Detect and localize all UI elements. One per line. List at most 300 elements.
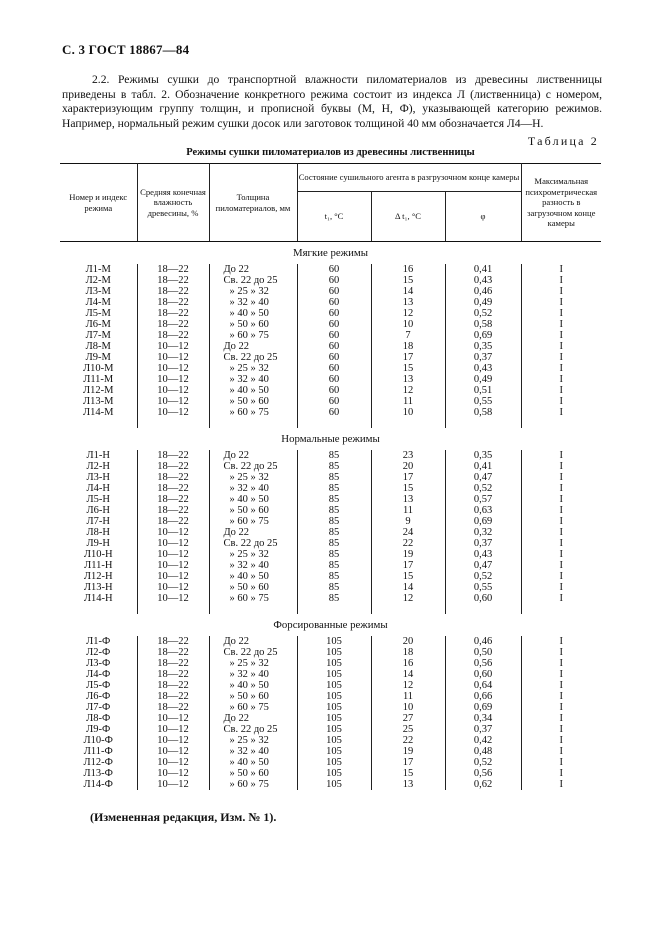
thickness-cell: » 50 » 60 bbox=[209, 505, 297, 516]
col-header-phi: φ bbox=[445, 192, 521, 242]
moisture-cell: 18—22 bbox=[137, 636, 209, 647]
t1-cell: 85 bbox=[297, 527, 371, 538]
regime-number-cell: Л2-Н bbox=[86, 461, 110, 472]
dt1-cell: 17 bbox=[371, 472, 445, 483]
t1-cell: 85 bbox=[297, 461, 371, 472]
thickness-cell: » 25 » 32 bbox=[209, 363, 297, 374]
regime-number-cell: Л1-Ф bbox=[86, 636, 111, 647]
t1-cell: 105 bbox=[297, 669, 371, 680]
t1-cell: 60 bbox=[297, 396, 371, 407]
moisture-cell: 18—22 bbox=[137, 330, 209, 341]
max-diff-cell: I bbox=[521, 319, 601, 330]
phi-cell: 0,35 bbox=[445, 450, 521, 461]
dt1-cell: 20 bbox=[371, 636, 445, 647]
t1-cell: 85 bbox=[297, 560, 371, 571]
phi-cell: 0,52 bbox=[445, 571, 521, 582]
max-diff-cell: I bbox=[521, 275, 601, 286]
phi-cell: 0,64 bbox=[445, 680, 521, 691]
table-row bbox=[60, 538, 601, 549]
t1-cell: 60 bbox=[297, 297, 371, 308]
regime-number-cell: Л14-Н bbox=[83, 593, 113, 604]
regime-number-cell: Л8-Н bbox=[86, 527, 110, 538]
max-diff-cell: I bbox=[521, 713, 601, 724]
section-header bbox=[60, 614, 601, 636]
table-row bbox=[60, 713, 601, 724]
table-row bbox=[60, 636, 601, 647]
table-row bbox=[60, 385, 601, 396]
moisture-cell: 10—12 bbox=[137, 560, 209, 571]
moisture-cell: 18—22 bbox=[137, 472, 209, 483]
phi-cell: 0,69 bbox=[445, 516, 521, 527]
regime-number-cell: Л4-Н bbox=[86, 483, 110, 494]
thickness-cell: До 22 bbox=[209, 713, 297, 724]
col-header-agent-state: Состояние сушильного агента в разгрузочном конце камеры bbox=[297, 164, 521, 192]
table-row bbox=[60, 494, 601, 505]
max-diff-cell: I bbox=[521, 483, 601, 494]
thickness-cell: До 22 bbox=[209, 450, 297, 461]
table-row bbox=[60, 308, 601, 319]
phi-cell: 0,60 bbox=[445, 669, 521, 680]
dt1-cell: 12 bbox=[371, 308, 445, 319]
moisture-cell: 10—12 bbox=[137, 527, 209, 538]
moisture-cell: 18—22 bbox=[137, 647, 209, 658]
t1-cell: 85 bbox=[297, 571, 371, 582]
t1-cell: 85 bbox=[297, 538, 371, 549]
regime-number-cell: Л10-М bbox=[83, 363, 114, 374]
thickness-cell: » 25 » 32 bbox=[209, 658, 297, 669]
regime-number-cell: Л6-Н bbox=[86, 505, 110, 516]
dt1-cell: 15 bbox=[371, 275, 445, 286]
regime-number-cell: Л7-Н bbox=[86, 516, 110, 527]
dt1-cell: 27 bbox=[371, 713, 445, 724]
max-diff-cell: I bbox=[521, 407, 601, 418]
max-diff-cell: I bbox=[521, 363, 601, 374]
regime-number-cell: Л12-Н bbox=[83, 571, 113, 582]
moisture-cell: 18—22 bbox=[137, 461, 209, 472]
regime-number-cell: Л5-М bbox=[85, 308, 111, 319]
t1-cell: 60 bbox=[297, 352, 371, 363]
max-diff-cell: I bbox=[521, 516, 601, 527]
moisture-cell: 18—22 bbox=[137, 450, 209, 461]
col-header-thickness: Толщина пиломатериалов, мм bbox=[209, 164, 297, 242]
thickness-cell: » 40 » 50 bbox=[209, 680, 297, 691]
regime-number-cell: Л14-Ф bbox=[83, 779, 113, 790]
moisture-cell: 10—12 bbox=[137, 538, 209, 549]
phi-cell: 0,47 bbox=[445, 472, 521, 483]
moisture-cell: 18—22 bbox=[137, 516, 209, 527]
phi-cell: 0,37 bbox=[445, 724, 521, 735]
phi-cell: 0,55 bbox=[445, 582, 521, 593]
phi-cell: 0,48 bbox=[445, 746, 521, 757]
moisture-cell: 18—22 bbox=[137, 658, 209, 669]
max-diff-cell: I bbox=[521, 527, 601, 538]
regime-number-cell: Л4-Ф bbox=[86, 669, 111, 680]
regime-number-cell: Л1-М bbox=[85, 264, 111, 275]
thickness-cell: » 25 » 32 bbox=[209, 549, 297, 560]
dt1-cell: 19 bbox=[371, 746, 445, 757]
max-diff-cell: I bbox=[521, 757, 601, 768]
thickness-cell: » 40 » 50 bbox=[209, 385, 297, 396]
max-diff-cell: I bbox=[521, 702, 601, 713]
t1-cell: 105 bbox=[297, 757, 371, 768]
t1-cell: 105 bbox=[297, 636, 371, 647]
thickness-cell: Св. 22 до 25 bbox=[209, 724, 297, 735]
table-row bbox=[60, 647, 601, 658]
t1-cell: 105 bbox=[297, 702, 371, 713]
moisture-cell: 10—12 bbox=[137, 746, 209, 757]
table-row bbox=[60, 374, 601, 385]
dt1-cell: 10 bbox=[371, 702, 445, 713]
regime-number-cell: Л3-Н bbox=[86, 472, 110, 483]
moisture-cell: 18—22 bbox=[137, 494, 209, 505]
thickness-cell: » 32 » 40 bbox=[209, 746, 297, 757]
phi-cell: 0,62 bbox=[445, 779, 521, 790]
max-diff-cell: I bbox=[521, 538, 601, 549]
table-row bbox=[60, 516, 601, 527]
dt1-cell: 25 bbox=[371, 724, 445, 735]
regime-number-cell: Л13-М bbox=[83, 396, 114, 407]
moisture-cell: 10—12 bbox=[137, 396, 209, 407]
col-header-moisture: Средняя конечная влажность древесины, % bbox=[137, 164, 209, 242]
table-row bbox=[60, 330, 601, 341]
max-diff-cell: I bbox=[521, 297, 601, 308]
thickness-cell: » 40 » 50 bbox=[209, 308, 297, 319]
t1-cell: 85 bbox=[297, 549, 371, 560]
drying-regimes-table bbox=[60, 163, 601, 790]
moisture-cell: 18—22 bbox=[137, 264, 209, 275]
phi-cell: 0,58 bbox=[445, 407, 521, 418]
phi-cell: 0,49 bbox=[445, 297, 521, 308]
phi-cell: 0,34 bbox=[445, 713, 521, 724]
thickness-cell: » 25 » 32 bbox=[209, 735, 297, 746]
max-diff-cell: I bbox=[521, 461, 601, 472]
table-row bbox=[60, 407, 601, 418]
max-diff-cell: I bbox=[521, 658, 601, 669]
dt1-cell: 22 bbox=[371, 735, 445, 746]
regime-number-cell: Л9-Ф bbox=[86, 724, 111, 735]
moisture-cell: 18—22 bbox=[137, 702, 209, 713]
moisture-cell: 10—12 bbox=[137, 735, 209, 746]
thickness-cell: » 60 » 75 bbox=[209, 407, 297, 418]
table-row bbox=[60, 286, 601, 297]
phi-cell: 0,58 bbox=[445, 319, 521, 330]
moisture-cell: 10—12 bbox=[137, 549, 209, 560]
moisture-cell: 18—22 bbox=[137, 275, 209, 286]
max-diff-cell: I bbox=[521, 330, 601, 341]
table-label: Таблица 2 bbox=[527, 134, 599, 148]
phi-cell: 0,50 bbox=[445, 647, 521, 658]
max-diff-cell: I bbox=[521, 549, 601, 560]
moisture-cell: 18—22 bbox=[137, 286, 209, 297]
max-diff-cell: I bbox=[521, 374, 601, 385]
max-diff-cell: I bbox=[521, 582, 601, 593]
regime-number-cell: Л11-М bbox=[83, 374, 114, 385]
regime-number-cell: Л10-Н bbox=[83, 549, 113, 560]
moisture-cell: 18—22 bbox=[137, 319, 209, 330]
regime-number-cell: Л7-М bbox=[85, 330, 111, 341]
max-diff-cell: I bbox=[521, 396, 601, 407]
moisture-cell: 10—12 bbox=[137, 571, 209, 582]
regime-number-cell: Л13-Н bbox=[83, 582, 113, 593]
dt1-cell: 11 bbox=[371, 396, 445, 407]
table-row bbox=[60, 702, 601, 713]
t1-cell: 105 bbox=[297, 724, 371, 735]
dt1-cell: 11 bbox=[371, 505, 445, 516]
table-row bbox=[60, 582, 601, 593]
dt1-cell: 17 bbox=[371, 757, 445, 768]
t1-cell: 85 bbox=[297, 582, 371, 593]
table-row bbox=[60, 768, 601, 779]
thickness-cell: » 25 » 32 bbox=[209, 286, 297, 297]
max-diff-cell: I bbox=[521, 647, 601, 658]
t1-cell: 85 bbox=[297, 593, 371, 604]
thickness-cell: До 22 bbox=[209, 527, 297, 538]
thickness-cell: » 50 » 60 bbox=[209, 691, 297, 702]
max-diff-cell: I bbox=[521, 779, 601, 790]
dt1-cell: 14 bbox=[371, 286, 445, 297]
regime-number-cell: Л9-Н bbox=[86, 538, 110, 549]
dt1-cell: 14 bbox=[371, 582, 445, 593]
regime-number-cell: Л10-Ф bbox=[83, 735, 113, 746]
table-row bbox=[60, 275, 601, 286]
regime-number-cell: Л11-Н bbox=[84, 560, 113, 571]
dt1-cell: 19 bbox=[371, 549, 445, 560]
dt1-cell: 18 bbox=[371, 341, 445, 352]
dt1-cell: 16 bbox=[371, 658, 445, 669]
thickness-cell: » 32 » 40 bbox=[209, 374, 297, 385]
t1-cell: 60 bbox=[297, 286, 371, 297]
table-row bbox=[60, 483, 601, 494]
table-row bbox=[60, 461, 601, 472]
t1-cell: 60 bbox=[297, 341, 371, 352]
t1-cell: 60 bbox=[297, 407, 371, 418]
thickness-cell: » 60 » 75 bbox=[209, 702, 297, 713]
regime-number-cell: Л3-Ф bbox=[86, 658, 111, 669]
moisture-cell: 10—12 bbox=[137, 768, 209, 779]
max-diff-cell: I bbox=[521, 669, 601, 680]
max-diff-cell: I bbox=[521, 264, 601, 275]
max-diff-cell: I bbox=[521, 636, 601, 647]
table-row bbox=[60, 560, 601, 571]
amendment-note: (Измененная редакция, Изм. № 1). bbox=[90, 810, 277, 824]
section-header bbox=[60, 428, 601, 450]
thickness-cell: » 60 » 75 bbox=[209, 593, 297, 604]
phi-cell: 0,60 bbox=[445, 593, 521, 604]
regime-number-cell: Л6-Ф bbox=[86, 691, 111, 702]
t1-cell: 85 bbox=[297, 450, 371, 461]
table-row bbox=[60, 527, 601, 538]
dt1-cell: 12 bbox=[371, 385, 445, 396]
phi-cell: 0,46 bbox=[445, 286, 521, 297]
moisture-cell: 10—12 bbox=[137, 593, 209, 604]
dt1-cell: 23 bbox=[371, 450, 445, 461]
thickness-cell: Св. 22 до 25 bbox=[209, 352, 297, 363]
section-title: Нормальные режимы bbox=[281, 433, 380, 445]
t1-cell: 105 bbox=[297, 658, 371, 669]
max-diff-cell: I bbox=[521, 680, 601, 691]
dt1-cell: 17 bbox=[371, 560, 445, 571]
table-row bbox=[60, 549, 601, 560]
moisture-cell: 18—22 bbox=[137, 308, 209, 319]
moisture-cell: 10—12 bbox=[137, 757, 209, 768]
dt1-cell: 20 bbox=[371, 461, 445, 472]
thickness-cell: » 60 » 75 bbox=[209, 779, 297, 790]
phi-cell: 0,56 bbox=[445, 658, 521, 669]
dt1-cell: 22 bbox=[371, 538, 445, 549]
phi-cell: 0,47 bbox=[445, 560, 521, 571]
table-row bbox=[60, 680, 601, 691]
thickness-cell: » 40 » 50 bbox=[209, 571, 297, 582]
dt1-cell: 15 bbox=[371, 768, 445, 779]
phi-cell: 0,66 bbox=[445, 691, 521, 702]
t1-cell: 105 bbox=[297, 680, 371, 691]
table-row bbox=[60, 505, 601, 516]
regime-number-cell: Л7-Ф bbox=[86, 702, 111, 713]
moisture-cell: 18—22 bbox=[137, 680, 209, 691]
table-row bbox=[60, 658, 601, 669]
phi-cell: 0,55 bbox=[445, 396, 521, 407]
thickness-cell: » 50 » 60 bbox=[209, 582, 297, 593]
thickness-cell: » 32 » 40 bbox=[209, 560, 297, 571]
regime-number-cell: Л9-М bbox=[85, 352, 111, 363]
thickness-cell: » 25 » 32 bbox=[209, 472, 297, 483]
phi-cell: 0,41 bbox=[445, 461, 521, 472]
col-header-number: Номер и индекс режима bbox=[60, 164, 137, 242]
thickness-cell: До 22 bbox=[209, 341, 297, 352]
dt1-cell: 17 bbox=[371, 352, 445, 363]
max-diff-cell: I bbox=[521, 450, 601, 461]
moisture-cell: 18—22 bbox=[137, 669, 209, 680]
table-row bbox=[60, 450, 601, 461]
t1-cell: 105 bbox=[297, 768, 371, 779]
regime-number-cell: Л2-Ф bbox=[86, 647, 111, 658]
phi-cell: 0,52 bbox=[445, 757, 521, 768]
table-row bbox=[60, 363, 601, 374]
thickness-cell: Св. 22 до 25 bbox=[209, 461, 297, 472]
thickness-cell: » 60 » 75 bbox=[209, 516, 297, 527]
max-diff-cell: I bbox=[521, 341, 601, 352]
regime-number-cell: Л6-М bbox=[85, 319, 111, 330]
regime-number-cell: Л11-Ф bbox=[83, 746, 113, 757]
moisture-cell: 10—12 bbox=[137, 363, 209, 374]
thickness-cell: » 40 » 50 bbox=[209, 757, 297, 768]
max-diff-cell: I bbox=[521, 352, 601, 363]
moisture-cell: 10—12 bbox=[137, 352, 209, 363]
phi-cell: 0,69 bbox=[445, 702, 521, 713]
table-row bbox=[60, 757, 601, 768]
max-diff-cell: I bbox=[521, 560, 601, 571]
t1-cell: 60 bbox=[297, 363, 371, 374]
dt1-cell: 14 bbox=[371, 669, 445, 680]
page-header: С. 3 ГОСТ 18867—84 bbox=[62, 42, 190, 57]
t1-cell: 85 bbox=[297, 483, 371, 494]
phi-cell: 0,43 bbox=[445, 275, 521, 286]
phi-cell: 0,41 bbox=[445, 264, 521, 275]
moisture-cell: 10—12 bbox=[137, 385, 209, 396]
phi-cell: 0,63 bbox=[445, 505, 521, 516]
dt1-cell: 9 bbox=[371, 516, 445, 527]
max-diff-cell: I bbox=[521, 286, 601, 297]
regime-number-cell: Л3-М bbox=[85, 286, 111, 297]
max-diff-cell: I bbox=[521, 472, 601, 483]
phi-cell: 0,35 bbox=[445, 341, 521, 352]
thickness-cell: » 32 » 40 bbox=[209, 669, 297, 680]
moisture-cell: 18—22 bbox=[137, 297, 209, 308]
dt1-cell: 15 bbox=[371, 363, 445, 374]
phi-cell: 0,52 bbox=[445, 308, 521, 319]
section-title: Мягкие режимы bbox=[292, 247, 369, 259]
phi-cell: 0,37 bbox=[445, 352, 521, 363]
dt1-cell: 13 bbox=[371, 297, 445, 308]
dt1-cell: 15 bbox=[371, 571, 445, 582]
t1-cell: 60 bbox=[297, 308, 371, 319]
t1-cell: 105 bbox=[297, 691, 371, 702]
thickness-cell: » 32 » 40 bbox=[209, 483, 297, 494]
thickness-cell: » 50 » 60 bbox=[209, 768, 297, 779]
table-row bbox=[60, 735, 601, 746]
dt1-cell: 16 bbox=[371, 264, 445, 275]
moisture-cell: 18—22 bbox=[137, 483, 209, 494]
phi-cell: 0,69 bbox=[445, 330, 521, 341]
dt1-cell: 24 bbox=[371, 527, 445, 538]
phi-cell: 0,52 bbox=[445, 483, 521, 494]
phi-cell: 0,32 bbox=[445, 527, 521, 538]
moisture-cell: 18—22 bbox=[137, 505, 209, 516]
t1-cell: 60 bbox=[297, 385, 371, 396]
thickness-cell: До 22 bbox=[209, 636, 297, 647]
t1-cell: 85 bbox=[297, 494, 371, 505]
phi-cell: 0,42 bbox=[445, 735, 521, 746]
max-diff-cell: I bbox=[521, 505, 601, 516]
thickness-cell: » 50 » 60 bbox=[209, 396, 297, 407]
dt1-cell: 7 bbox=[371, 330, 445, 341]
max-diff-cell: I bbox=[521, 571, 601, 582]
table-row bbox=[60, 297, 601, 308]
regime-number-cell: Л2-М bbox=[85, 275, 111, 286]
thickness-cell: До 22 bbox=[209, 264, 297, 275]
t1-cell: 105 bbox=[297, 779, 371, 790]
dt1-cell: 15 bbox=[371, 483, 445, 494]
dt1-cell: 12 bbox=[371, 593, 445, 604]
max-diff-cell: I bbox=[521, 691, 601, 702]
dt1-cell: 13 bbox=[371, 494, 445, 505]
phi-cell: 0,46 bbox=[445, 636, 521, 647]
moisture-cell: 10—12 bbox=[137, 407, 209, 418]
phi-cell: 0,37 bbox=[445, 538, 521, 549]
col-header-max-diff: Максимальная психрометрическая разность в загрузочном конце камеры bbox=[521, 164, 601, 242]
table-row bbox=[60, 571, 601, 582]
regime-number-cell: Л8-М bbox=[85, 341, 111, 352]
max-diff-cell: I bbox=[521, 724, 601, 735]
moisture-cell: 10—12 bbox=[137, 582, 209, 593]
thickness-cell: » 32 » 40 bbox=[209, 297, 297, 308]
moisture-cell: 18—22 bbox=[137, 691, 209, 702]
regime-number-cell: Л5-Н bbox=[86, 494, 110, 505]
phi-cell: 0,43 bbox=[445, 549, 521, 560]
regime-number-cell: Л12-Ф bbox=[83, 757, 113, 768]
table-row bbox=[60, 669, 601, 680]
table-row bbox=[60, 472, 601, 483]
dt1-cell: 12 bbox=[371, 680, 445, 691]
section-gap bbox=[60, 604, 601, 614]
table-row bbox=[60, 691, 601, 702]
t1-cell: 105 bbox=[297, 713, 371, 724]
regime-number-cell: Л12-М bbox=[83, 385, 114, 396]
t1-cell: 105 bbox=[297, 735, 371, 746]
section-title: Форсированные режимы bbox=[273, 619, 388, 631]
phi-cell: 0,43 bbox=[445, 363, 521, 374]
moisture-cell: 10—12 bbox=[137, 341, 209, 352]
